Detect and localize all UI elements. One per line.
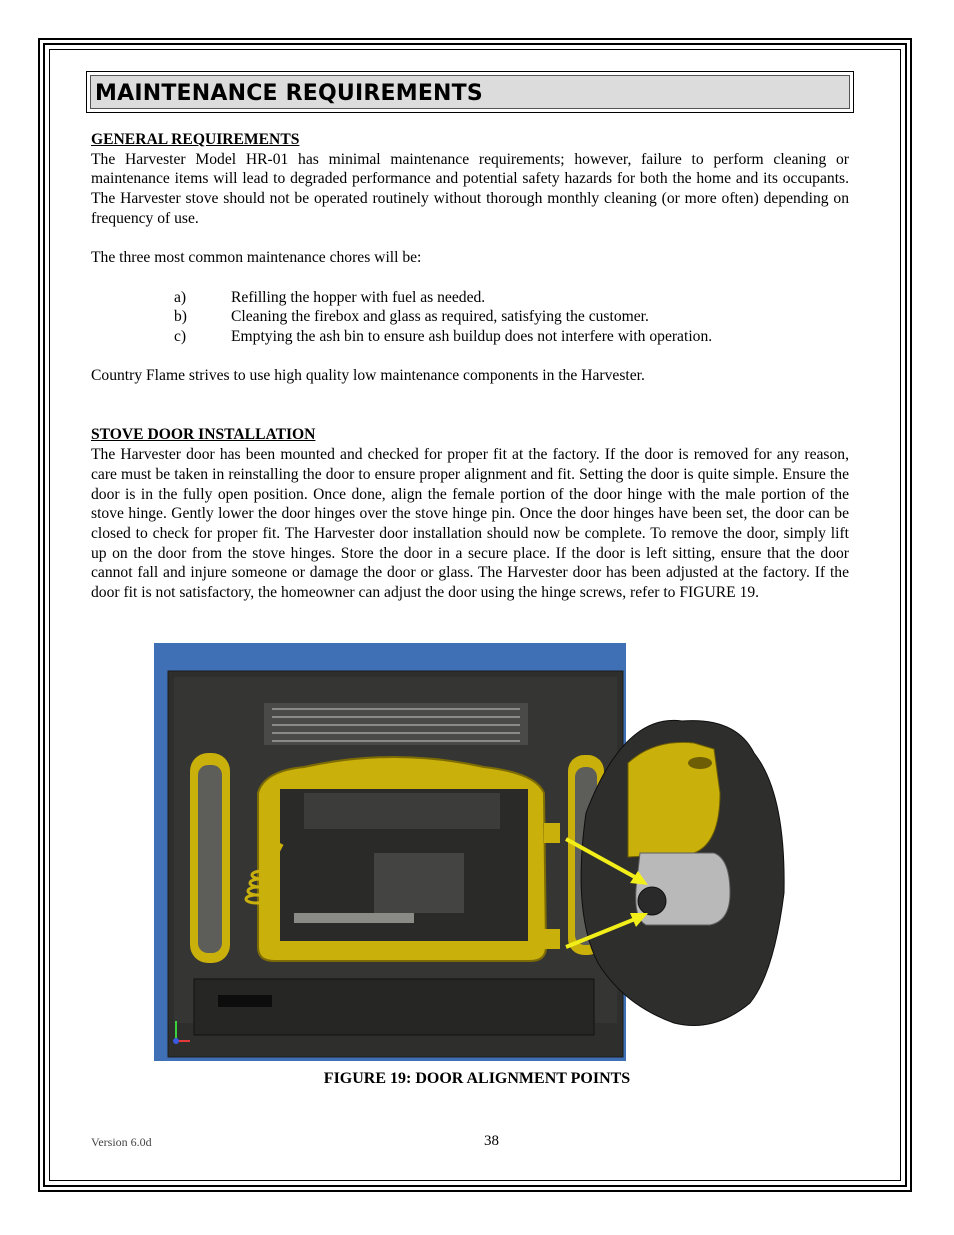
page-number: 38 (484, 1133, 499, 1149)
lower-hinge-tab (544, 929, 560, 949)
general-paragraph: The Harvester Model HR-01 has minimal maintenance requirements; however, failure to perform cleaning or maintenance items will lead to degraded performance and potential safety hazards for both the home and its occupants. The Harvester stove should not be operated routinely without thorough monthly cleaning (or more often) depending on frequency of use. (91, 150, 849, 227)
version-label: Version 6.0d (91, 1135, 152, 1149)
door-alignment-figure (154, 643, 786, 1061)
figure-caption: FIGURE 19: DOOR ALIGNMENT POINTS (323, 1070, 631, 1087)
door-installation-heading: STOVE DOOR INSTALLATION (91, 426, 316, 444)
upper-hinge-tab (544, 823, 560, 843)
chores-intro: The three most common maintenance chores will be: (91, 249, 422, 267)
door-paragraph: The Harvester door has been mounted and checked for proper fit at the factory. If the door is removed for any reason, care must be taken in reinstalling the door to ensure proper alignment and fit. Setting the door is quite simple. Ensure the door is in the fully open position. Once done, align the female portion of the door hinge with the male portion of the stove hinge. Gently lower the door hinges over the stove hinge pin. Once the door hinges have been set, the door can be closed to check for proper fit. The Harvester door installation should now be complete. To remove the door, simply lift up on the door from the stove hinges. Store the door in a secure place. If the door is left sitting, ensure that the door cannot fall and injure someone or damage the door or glass. The Harvester door has been adjusted at the factory. If the door fit is not satisfactory, the homeowner can adjust the door using the hinge screws, refer to FIGURE 19. (91, 446, 849, 602)
list-item: b) Cleaning the firebox and glass as required, satisfying the customer. (174, 308, 649, 326)
hinge-screw (638, 887, 666, 915)
general-requirements-heading: GENERAL REQUIREMENTS (91, 131, 300, 148)
list-item: a) Refilling the hopper with fuel as needed. (174, 288, 486, 306)
body-content (91, 130, 849, 603)
chores-list (91, 288, 849, 347)
list-item: c) Emptying the ash bin to ensure ash buildup does not interfere with operation. (174, 328, 713, 345)
section-title-box (86, 71, 854, 113)
page-title: MAINTENANCE REQUIREMENTS (95, 81, 483, 106)
components-paragraph: Country Flame strives to use high quality low maintenance components in the Harvester. (91, 367, 645, 385)
